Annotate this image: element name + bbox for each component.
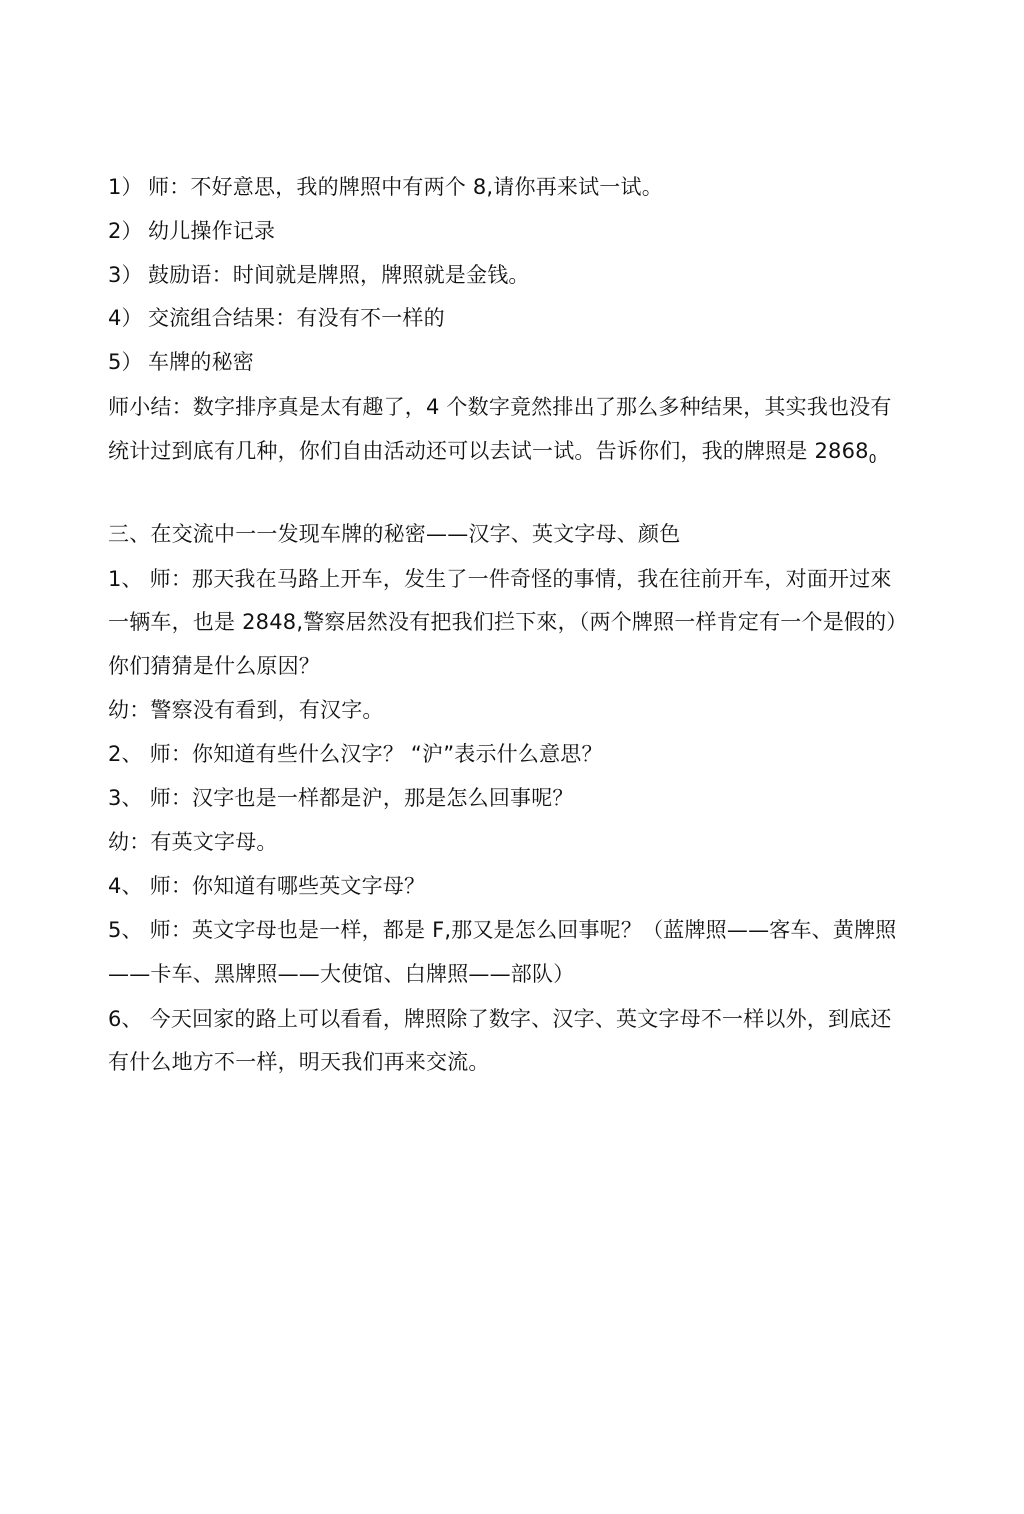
step-item <box>108 303 918 333</box>
section-line: 6、 今天回家的路上可以看看，牌照除了数字、汉字、英文字母不一样以外，到底还 <box>108 1007 892 1031</box>
step-text: 交流组合结果：有没有不一样的 <box>148 306 445 330</box>
section-line: 幼：有英文字母。 <box>108 830 278 854</box>
section-heading: 三、在交流中一一发现车牌的秘密——汉字、英文字母、颜色 <box>108 522 681 546</box>
section-line: 3、 师：汉字也是一样都是沪，那是怎么回事呢？ <box>108 786 574 810</box>
step-number: 3） <box>108 263 143 287</box>
step-item <box>108 216 918 246</box>
section-line: 一辆车，也是 2848,警察居然没有把我们拦下來，（两个牌照一样肯定有一个是假的） <box>108 610 908 634</box>
step-text: 师：不好意思，我的牌照中有两个 8,请你再来试一试。 <box>148 175 663 199</box>
step-number: 1） <box>108 175 143 199</box>
step-text: 车牌的秘密 <box>148 350 254 374</box>
summary-text: 统计过到底有几种，你们自由活动还可以去试一试。告诉你们，我的牌照是 2868 <box>108 439 869 463</box>
step-text: 鼓励语：时间就是牌照，牌照就是金钱。 <box>148 263 530 287</box>
step-number: 4） <box>108 306 143 330</box>
summary-line-2 <box>108 436 918 474</box>
section-line: ——卡车、黑牌照——大使馆、白牌照——部队） <box>108 962 575 986</box>
step-number: 2） <box>108 219 143 243</box>
step-text: 幼儿操作记录 <box>148 219 276 243</box>
summary-line-1: 师小结：数字排序真是太有趣了，4 个数字竟然排出了那么多种结果，其实我也没有 <box>108 395 892 419</box>
section-line: 5、 师：英文字母也是一样，都是 F,那又是怎么回事呢？（蓝牌照——客车、黄牌照 <box>108 918 897 942</box>
step-number: 5） <box>108 350 143 374</box>
section-line: 你们猜猜是什么原因？ <box>108 654 320 678</box>
section-line: 4、 师：你知道有哪些英文字母？ <box>108 874 426 898</box>
step-item <box>108 347 918 377</box>
section-line: 1、 师：那天我在马路上开车，发生了一件奇怪的事情，我在往前开车，对面开过來 <box>108 567 892 591</box>
step-item <box>108 172 918 202</box>
summary-subscript: 0 <box>868 452 877 466</box>
step-item <box>108 260 918 290</box>
section-line: 有什么地方不一样，明天我们再来交流。 <box>108 1050 490 1074</box>
section-line: 幼：警察没有看到，有汉字。 <box>108 698 384 722</box>
section-line: 2、 师：你知道有些什么汉字？ “沪”表示什么意思？ <box>108 742 603 766</box>
